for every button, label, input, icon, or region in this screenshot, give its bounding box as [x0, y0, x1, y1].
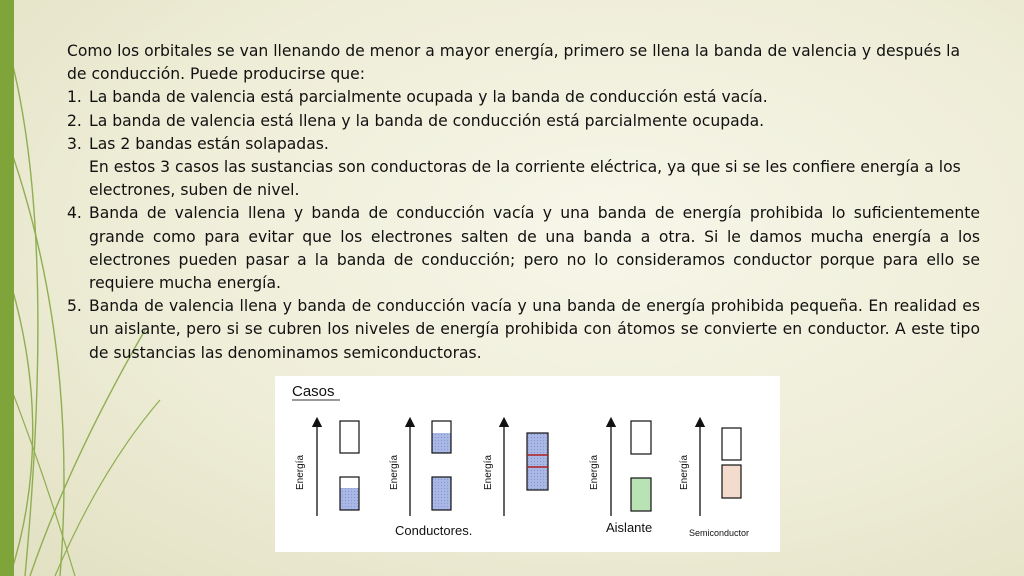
case-conductor-2: [389, 421, 451, 516]
band-diagram: [275, 376, 780, 552]
item-number: 3.: [67, 134, 82, 153]
list-item: [67, 202, 980, 295]
case-conductor-3: [483, 422, 548, 516]
list-item: [67, 110, 980, 133]
item-number: 5.: [67, 297, 82, 316]
intro-paragraph: Como los orbitales se van llenando de menor a mayor energía, primero se llena la banda de valencia y después la de conducción. Puede producirse que:: [67, 42, 961, 84]
list-item: [67, 86, 980, 109]
note-paragraph: En estos 3 casos las sustancias son conductoras de la corriente eléctrica, ya que si se les confiere energía a los electrones, suben de nivel.: [89, 158, 961, 200]
energy-axis-label: Energía: [589, 454, 600, 490]
valence-band: [432, 477, 451, 510]
figure-title: Casos: [292, 383, 335, 400]
label-conductores: Conductores.: [395, 523, 473, 538]
label-aislante: Aislante: [606, 520, 653, 535]
band-fill: [340, 488, 359, 510]
item-text: Banda de valencia llena y banda de conducción vacía y una banda de energía prohibida lo suficientemente grande como para evitar que los electrones salten de una banda a otra. Si le damos mucha energía a los electrones pueden pasar a la banda de conducción; pero no lo consideramos conductor porque para ello se requiere mucha energía.: [89, 204, 980, 293]
case-aislante: [589, 421, 651, 516]
case-conductor-1: [295, 421, 359, 516]
case-semiconductor: [679, 422, 741, 516]
energy-axis-label: Energía: [679, 454, 690, 490]
energy-axis-label: Energía: [389, 454, 400, 490]
band-fill: [432, 433, 451, 453]
item-number: 4.: [67, 204, 82, 223]
accent-bar: [0, 0, 14, 576]
item-number: 2.: [67, 111, 82, 130]
valence-band: [722, 465, 741, 498]
item-text: La banda de valencia está parcialmente ocupada y la banda de conducción está vacía.: [89, 88, 768, 107]
list-item: [67, 295, 980, 365]
list-item: [67, 133, 980, 156]
overlapping-bands: [527, 433, 548, 490]
conduction-band: [722, 428, 741, 460]
energy-axis-label: Energía: [295, 454, 306, 490]
item-text: La banda de valencia está llena y la banda de conducción está parcialmente ocupada.: [89, 111, 765, 130]
band-diagram-figure: [275, 376, 780, 552]
item-text: Las 2 bandas están solapadas.: [89, 134, 329, 153]
conduction-band: [631, 421, 651, 454]
energy-axis-label: Energía: [483, 454, 494, 490]
item-text: Banda de valencia llena y banda de conducción vacía y una banda de energía prohibida pequeña. En realidad es un aislante, pero si se cubren los niveles de energía prohibida con átomos se convierte en conductor. A este tipo de sustancias las denominamos semiconductoras.: [89, 297, 980, 362]
label-semiconductor: Semiconductor: [689, 528, 750, 538]
item-number: 1.: [67, 88, 82, 107]
slide-body: [67, 40, 980, 365]
valence-band: [631, 478, 651, 511]
conduction-band: [340, 421, 359, 453]
